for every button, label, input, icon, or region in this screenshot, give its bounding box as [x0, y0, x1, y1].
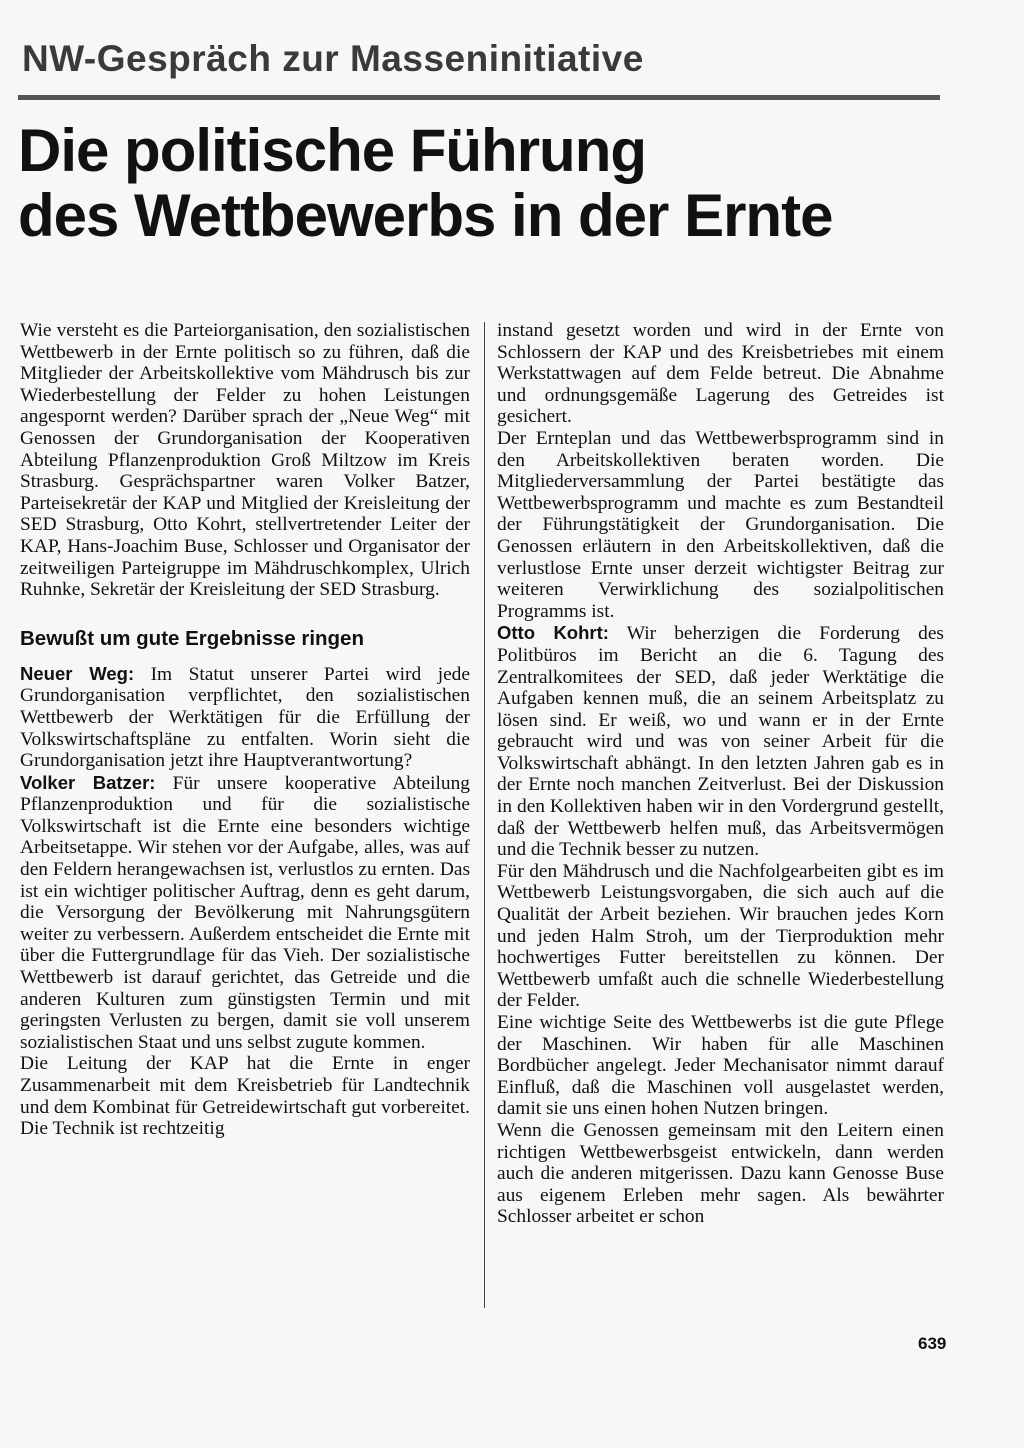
- headline: [18, 118, 978, 248]
- paragraph-text: Eine wichtige Seite des Wettbewerbs ist die gute Pflege der Maschinen. Wir haben für alle Maschinen Bordbücher angelegt. Jeder Mechanisator nimmt darauf Einfluß, daß die Maschinen voll ausgelastet werden, damit sie uns einen hohen Nutzen bringen.: [497, 1012, 944, 1120]
- article-paragraph: [497, 861, 944, 1012]
- left-column: [20, 320, 470, 1140]
- article-paragraph: [497, 428, 944, 622]
- article-paragraph: [497, 622, 944, 861]
- section-subhead: Bewußt um gute Ergebnisse ringen: [20, 626, 364, 650]
- headline-line-1: Die politische Führung: [18, 117, 647, 184]
- intro-paragraph: Wie versteht es die Parteiorganisation, den sozialistischen Wettbewerb in der Ernte politisch so zu führen, daß die Mitglieder der Arbeitskollektive vom Mähdrusch bis zur Wiederbestellung der Felder zu hohen Leistungen angespornt werden? Darüber sprach der „Neue Weg“ mit Genossen der Grundorganisation der Kooperativen Abteilung Pflanzenproduktion Groß Miltzow im Kreis Strasburg. Gesprächspartner waren Volker Batzer, Parteisekretär der KAP und Mitglied der Kreisleitung der SED Strasburg, Otto Kohrt, stellvertretender Leiter der KAP, Hans-Joachim Buse, Schlosser und Organisator der zeitweiligen Parteigruppe im Mähdruschkomplex, Ulrich Ruhnke, Sekretär der Kreisleitung der SED Strasburg.: [20, 320, 470, 601]
- paragraph-text: instand gesetzt worden und wird in der Ernte von Schlossern der KAP und des Kreisbetriebes mit einem Werkstattwagen auf dem Felde betreut. Die Abnahme und ordnungsgemäße Lagerung des Getreides ist gesichert.: [497, 320, 944, 428]
- right-paragraphs: [497, 320, 944, 1228]
- paragraph-text: Wir beherzigen die Forderung des Politbüros im Bericht an die 6. Tagung des Zentralkomitees der SED, daß jeder Werktätige die Aufgaben kennen muß, die an seinem Arbeitsplatz zu lösen sind. Er weiß, wo und wann er in der Ernte gebraucht wird und was von seiner Arbeit für die Volkswirtschaft abhängt. In den letzten Jahren gab es in der Ernte noch manchen Zeitverlust. Bei der Diskussion in den Kollektiven haben wir in den Vordergrund gestellt, daß der Wettbewerb helfen muß, das Arbeitsvermögen und die Technik besser zu nutzen.: [497, 623, 944, 861]
- article-paragraph: [20, 1053, 470, 1139]
- article-paragraph: [497, 1120, 944, 1228]
- speaker-label: Neuer Weg:: [20, 662, 135, 684]
- article-paragraph: [20, 663, 470, 772]
- speaker-label: Otto Kohrt:: [497, 622, 609, 644]
- speaker-label: Volker Batzer:: [20, 771, 156, 793]
- article-paragraph: [497, 320, 944, 428]
- paragraph-text: Der Ernteplan und das Wettbewerbsprogramm sind in den Arbeitskollektiven beraten worden. Die Mitgliederversammlung der Partei bestätigte das Wettbewerbsprogramm und machte es zum Bestandteil der Führungstätigkeit der Grundorganisation. Die Genossen erläutern in den Arbeitskollektiven, daß die verlustlose Ernte unser derzeit wichtigster Beitrag zur weiteren Verwirklichung des sozialpolitischen Programms ist.: [497, 427, 944, 622]
- paragraph-text: Für unsere kooperative Abteilung Pflanzenproduktion und für die sozialistische Volkswirtschaft ist die Ernte eine besonders wichtige Arbeitsetappe. Wir stehen vor der Aufgabe, alles, was auf den Feldern herangewachsen ist, verlustlos zu ernten. Das ist ein wichtiger politischer Auftrag, denn es geht darum, die Versorgung der Bevölkerung mit Nahrungsgütern weiter zu verbessern. Außerdem entscheidet die Ernte mit über die Futtergrundlage für das Vieh. Der sozialistische Wettbewerb ist darauf gerichtet, das Getreide und die anderen Kulturen zum günstigsten Termin und mit geringsten Verlusten zu bergen, damit sie voll unserem sozialistischen Staat und uns selbst zugute kommen.: [20, 772, 470, 1053]
- kicker: NW-Gespräch zur Masseninitiative: [22, 38, 644, 79]
- paragraph-text: Die Leitung der KAP hat die Ernte in enger Zusammenarbeit mit dem Kreisbetrieb für Landtechnik und dem Kombinat für Getreidewirtschaft gut vorbereitet. Die Technik ist rechtzeitig: [20, 1053, 470, 1140]
- paragraph-text: Im Statut unserer Partei wird jede Grundorganisation verpflichtet, den sozialistischen Wettbewerb der Werktätigen für die Erfüllung der Volkswirtschaftspläne zu entfalten. Worin sieht die Grundorganisation jetzt ihre Hauptverantwortung?: [20, 663, 470, 772]
- left-paragraphs: [20, 663, 470, 1140]
- page-number: 639: [918, 1334, 947, 1353]
- article-paragraph: [497, 1012, 944, 1120]
- paragraph-text: Für den Mähdrusch und die Nachfolgearbeiten gibt es im Wettbewerb Leistungsvorgaben, die sich auch auf die Qualität der Arbeit beziehen. Wir brauchen jedes Korn und jeden Halm Stroh, um der Tierproduktion mehr hochwertiges Futter bereitstellen zu können. Der Wettbewerb umfaßt auch die schnelle Wiederbestellung der Felder.: [497, 860, 944, 1012]
- kicker-rule: [18, 95, 940, 100]
- paragraph-text: Wenn die Genossen gemeinsam mit den Leitern einen richtigen Wettbewerbsgeist entwickeln, dann werden auch die anderen mitgerissen. Dazu kann Genosse Buse aus eigenem Erleben mehr sagen. Als bewährter Schlosser arbeitet er schon: [497, 1119, 944, 1228]
- right-column: [497, 320, 944, 1228]
- column-divider: [484, 322, 485, 1308]
- article-paragraph: [20, 772, 470, 1054]
- headline-line-2: des Wettbewerbs in der Ernte: [18, 182, 833, 249]
